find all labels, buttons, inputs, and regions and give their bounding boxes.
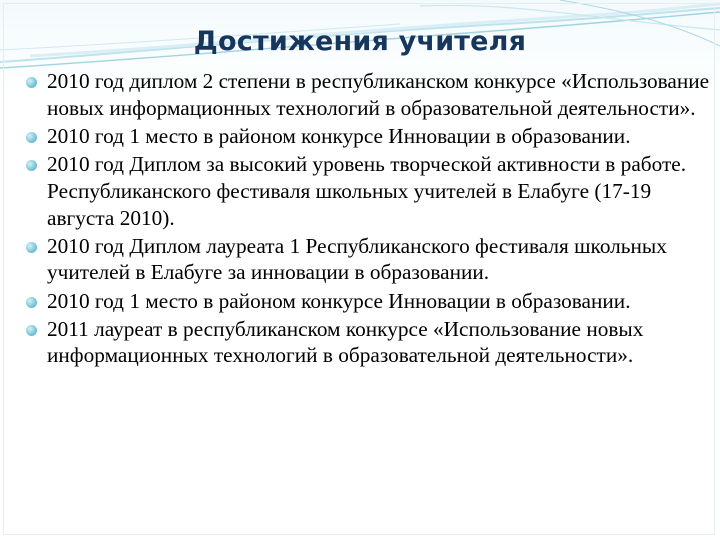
list-item: [26, 316, 714, 370]
bullet-icon: [26, 77, 37, 88]
bullet-icon: [26, 160, 37, 171]
list-item: [26, 288, 714, 315]
list-item: [26, 151, 714, 231]
list-item-text: 2010 год Диплом лауреата 1 Республиканского фестиваля школьных учителей в Елабуге за инновации в образовании.: [47, 233, 667, 285]
list-item-text: 2010 год Диплом за высокий уровень творческой активности в работе. Республиканского фестиваля школьных учителей в Елабуге (17-19 августа 2010).: [47, 151, 687, 230]
slide-title: Достижения учителя: [193, 26, 527, 57]
list-item-text: 2011 лауреат в республиканском конкурсе «Использование новых информационных технологий в образовательной деятельности».: [47, 316, 644, 368]
list-item: [26, 68, 714, 122]
list-item: [26, 233, 714, 287]
list-item-text: 2010 год 1 место в районом конкурсе Инновации в образовании.: [47, 123, 631, 148]
bullet-icon: [26, 325, 37, 336]
achievements-list: [26, 68, 714, 371]
list-item-text: 2010 год диплом 2 степени в республиканском конкурсе «Использование новых информационных технологий в образовательной деятельности».: [47, 69, 710, 120]
list-item-text: 2010 год 1 место в районом конкурсе Инновации в образовании.: [47, 288, 631, 313]
bullet-icon: [26, 132, 37, 143]
bullet-icon: [26, 242, 37, 253]
list-item: [26, 123, 714, 150]
bullet-icon: [26, 297, 37, 308]
